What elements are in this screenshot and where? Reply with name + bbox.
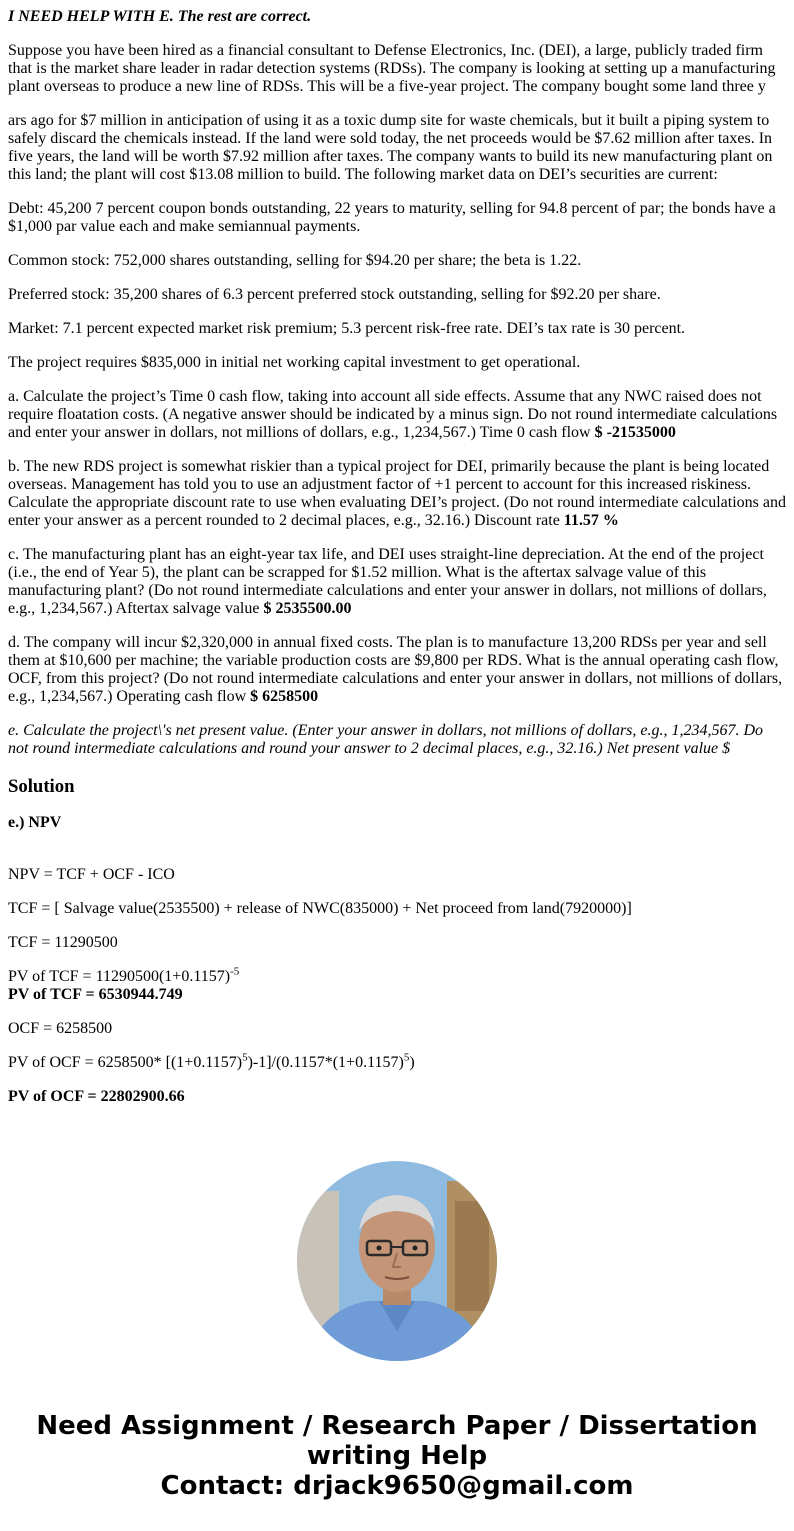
tcf-value: TCF = 11290500 (8, 934, 118, 951)
part-d-answer: $ 6258500 (250, 688, 319, 705)
part-a: a. Calculate the project’s Time 0 cash flow, taking into account all side effects. Assume that any NWC raised does not require floatation costs. (A negative answer should be indicated by a minus sign. Do not round intermediate calculations and enter your answer in dollars, not millions of dollars, e.g., 1,234,567.) Time 0 cash flow $ -21535000 (8, 388, 778, 441)
intro-paragraph-1: Suppose you have been hired as a financial consultant to Defense Electronics, Inc. (DEI), a large, publicly traded firm that is the market share leader in radar detection systems (RDSs). The company is looking at setting up a manufacturing plant overseas to produce a new line of RDSs. This will be a five-year project. The company bought some land three y (8, 42, 776, 95)
pv-ocf-expression: PV of OCF = 6258500* $[(1+0.1157)^5)-1]/(0.1157*(1+0.1157)^5)$ (8, 1051, 415, 1071)
contact-banner (0, 1411, 794, 1501)
npv-formula: NPV = TCF + OCF - ICO (8, 866, 175, 883)
blank-line (8, 848, 786, 866)
part-c: c. The manufacturing plant has an eight-year tax life, and DEI uses straight-line depreciation. At the end of the project (i.e., the end of Year 5), the plant can be scrapped for $1.52 million. What is the aftertax salvage value of this manufacturing plant? (Do not round intermediate calculations and enter your answer in dollars, not millions of dollars, e.g., 1,234,567.) Aftertax salvage value $ 2535500.00 (8, 546, 767, 617)
part-b: b. The new RDS project is somewhat riskier than a typical project for DEI, primarily because the plant is being located overseas. Management has told you to use an adjustment factor of +1 percent to account for this increased riskiness. Calculate the appropriate discount rate to use when evaluating DEI’s project. (Do not round intermediate calculations and enter your answer as a percent rounded to 2 decimal places, e.g., 32.16.) Discount rate 11.57 % (8, 458, 786, 529)
contact-email: Contact: drjack9650@gmail.com (160, 1471, 634, 1501)
part-a-answer: $ -21535000 (594, 424, 676, 441)
author-avatar (297, 1161, 497, 1361)
request-header: I NEED HELP WITH E. The rest are correct. (8, 8, 312, 25)
market-info: Market: 7.1 percent expected market risk premium; 5.3 percent risk-free rate. DEI’s tax rate is 30 percent. (8, 320, 686, 337)
preferred-stock-info: Preferred stock: 35,200 shares of 6.3 percent preferred stock outstanding, selling for $92.20 per share. (8, 286, 661, 303)
part-b-answer: 11.57 % (563, 512, 619, 529)
part-d: d. The company will incur $2,320,000 in annual fixed costs. The plan is to manufacture 13,200 RDSs per year and sell them at $10,600 per machine; the variable production costs are $9,800 per RDS. What is the annual operating cash flow, OCF, from this project? (Do not round intermediate calculations and enter your answer in dollars, not millions of dollars, e.g., 1,234,567.) Operating cash flow $ 6258500 (8, 634, 783, 705)
solution-heading: Solution (8, 776, 75, 797)
pv-tcf-expression: PV of TCF = $11290500(1+0.1157)^{-5}$ (8, 965, 240, 985)
pv-ocf-result: PV of OCF = 22802900.66 (8, 1088, 185, 1105)
debt-info: Debt: 45,200 7 percent coupon bonds outstanding, 22 years to maturity, selling for 94.8 percent of par; the bonds have a $1,000 par value each and make semiannual payments. (8, 200, 776, 235)
nwc-info: The project requires $835,000 in initial net working capital investment to get operational. (8, 354, 581, 371)
common-stock-info: Common stock: 752,000 shares outstanding, selling for $94.20 per share; the beta is 1.22. (8, 252, 582, 269)
intro-paragraph-2: ars ago for $7 million in anticipation of using it as a toxic dump site for waste chemicals, but it built a piping system to safely discard the chemicals instead. If the land were sold today, the net proceeds would be $7.62 million after taxes. In five years, the land will be worth $7.92 million after taxes. The company wants to build its new manufacturing plant on this land; the plant will cost $13.08 million to build. The following market data on DEI’s securities are current: (8, 112, 773, 183)
ocf-value: OCF = 6258500 (8, 1020, 113, 1037)
pv-tcf-result: PV of TCF = 6530944.749 (8, 986, 183, 1003)
person-portrait-icon (297, 1161, 497, 1361)
document-body (0, 8, 794, 1106)
banner-line-2: writing Help (306, 1441, 488, 1471)
part-e: e. Calculate the project\'s net present value. (Enter your answer in dollars, not millions of dollars, e.g., 1,234,567. Do not round intermediate calculations and round your answer to 2 decimal places, e.g., 32.16.) Net present value $ (8, 722, 764, 757)
banner-line-1: Need Assignment / Research Paper / Dissertation (36, 1411, 758, 1441)
part-c-answer: $ 2535500.00 (263, 600, 352, 617)
solution-subheading: e.) NPV (8, 814, 62, 831)
tcf-formula: TCF = [ Salvage value(2535500) + release of NWC(835000) + Net proceed from land(7920000)] (8, 900, 632, 917)
